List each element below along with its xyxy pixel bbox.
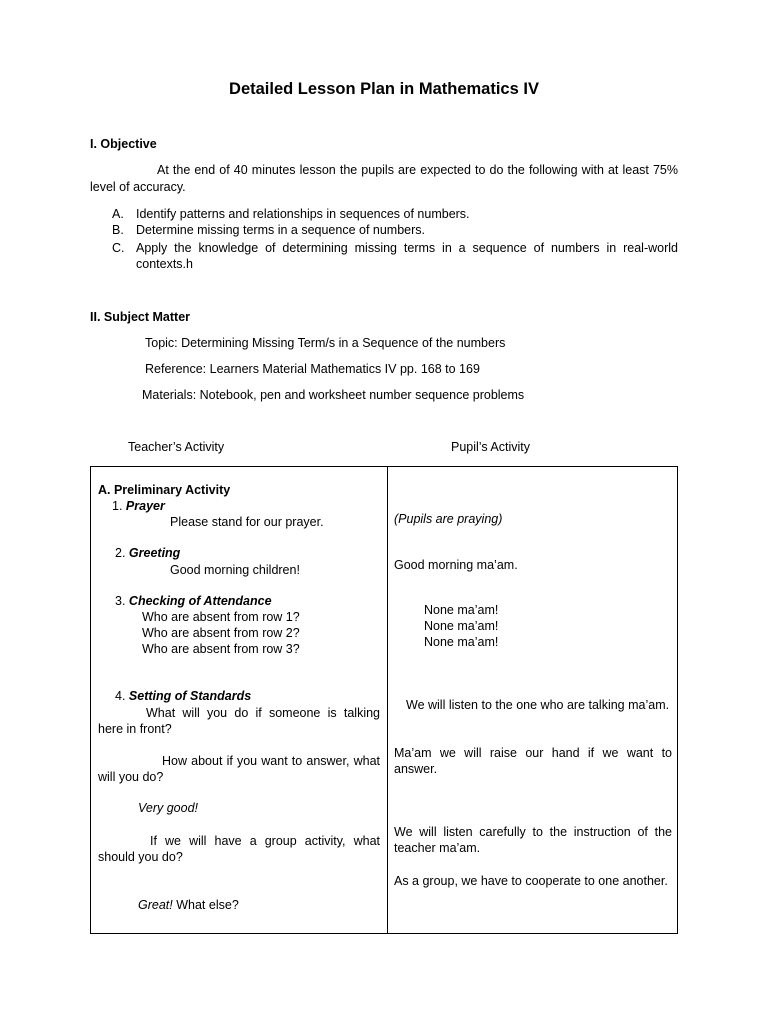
greeting-label — [115, 546, 180, 560]
pupil-answer-1: We will listen to the one who are talking ma’am. — [406, 698, 670, 712]
list-text: Apply the knowledge of determining missing terms in a sequence of numbers in real-world contexts.h — [136, 241, 678, 271]
item-number: 2. — [115, 546, 126, 560]
subject-reference: Reference: Learners Material Mathematics IV pp. 168 to 169 — [145, 362, 480, 376]
pupil-answer-2: Ma’am we will raise our hand if we want to answer. — [394, 746, 672, 776]
activity-table — [90, 466, 678, 934]
standards-question-2: How about if you want to answer, what will you do? — [98, 754, 380, 784]
objective-item-c — [112, 240, 678, 272]
subject-matter-heading: II. Subject Matter — [90, 310, 191, 324]
preliminary-activity-heading: A. Preliminary Activity — [98, 483, 231, 497]
page-title: Detailed Lesson Plan in Mathematics IV — [229, 80, 539, 98]
objective-heading: I. Objective — [90, 137, 157, 151]
pupil-answer-4: As a group, we have to cooperate to one another. — [394, 874, 668, 888]
pupil-activity-header: Pupil’s Activity — [451, 440, 530, 454]
list-marker: B. — [112, 223, 124, 237]
prayer-text: Please stand for our prayer. — [170, 515, 324, 529]
pupil-greeting-response: Good morning ma’am. — [394, 558, 518, 572]
standards-question-3: If we will have a group activity, what should you do? — [98, 834, 380, 864]
list-marker: C. — [112, 241, 125, 255]
pupil-attendance-3: None ma’am! — [424, 635, 499, 649]
great-text — [138, 898, 239, 912]
prayer-label — [112, 499, 165, 513]
what-else-text: What else? — [176, 898, 239, 912]
list-text: Identify patterns and relationships in sequences of numbers. — [136, 207, 470, 221]
subject-topic: Topic: Determining Missing Term/s in a Sequence of the numbers — [145, 336, 506, 350]
item-label: Greeting — [128, 546, 181, 560]
attendance-row-1: Who are absent from row 1? — [142, 610, 300, 624]
column-divider — [387, 467, 388, 933]
praise-text: Very good! — [138, 801, 198, 815]
item-number: 1. — [112, 499, 123, 513]
teacher-activity-header: Teacher’s Activity — [128, 440, 225, 454]
pupil-attendance-2: None ma’am! — [424, 619, 499, 633]
praise-text: Great! — [138, 898, 173, 912]
objective-item-b — [112, 222, 678, 238]
pupil-prayer-response — [394, 512, 502, 526]
attendance-row-3: Who are absent from row 3? — [142, 642, 300, 656]
objective-intro: At the end of 40 minutes lesson the pupils are expected to do the following with at least 75% level of accuracy. — [90, 163, 678, 194]
pupil-answer-3: We will listen carefully to the instruction of the teacher ma’am. — [394, 825, 672, 855]
attendance-label — [115, 594, 272, 608]
objective-item-a — [112, 206, 678, 222]
item-number: 4. — [115, 689, 126, 703]
standards-label — [115, 689, 251, 703]
item-number: 3. — [115, 594, 126, 608]
subject-materials: Materials: Notebook, pen and worksheet number sequence problems — [142, 388, 525, 402]
very-good-text — [138, 801, 198, 815]
attendance-row-2: Who are absent from row 2? — [142, 626, 300, 640]
pupil-attendance-1: None ma’am! — [424, 603, 499, 617]
item-label: Checking of Attendance — [128, 594, 272, 608]
item-label: Setting of Standards — [128, 689, 252, 703]
item-label: Prayer — [125, 499, 165, 513]
pupil-prayer-text: (Pupils are praying) — [394, 512, 503, 526]
list-text: Determine missing terms in a sequence of numbers. — [136, 223, 426, 237]
list-marker: A. — [112, 207, 124, 221]
greeting-text: Good morning children! — [170, 563, 300, 577]
standards-question-1: What will you do if someone is talking here in front? — [98, 706, 380, 736]
